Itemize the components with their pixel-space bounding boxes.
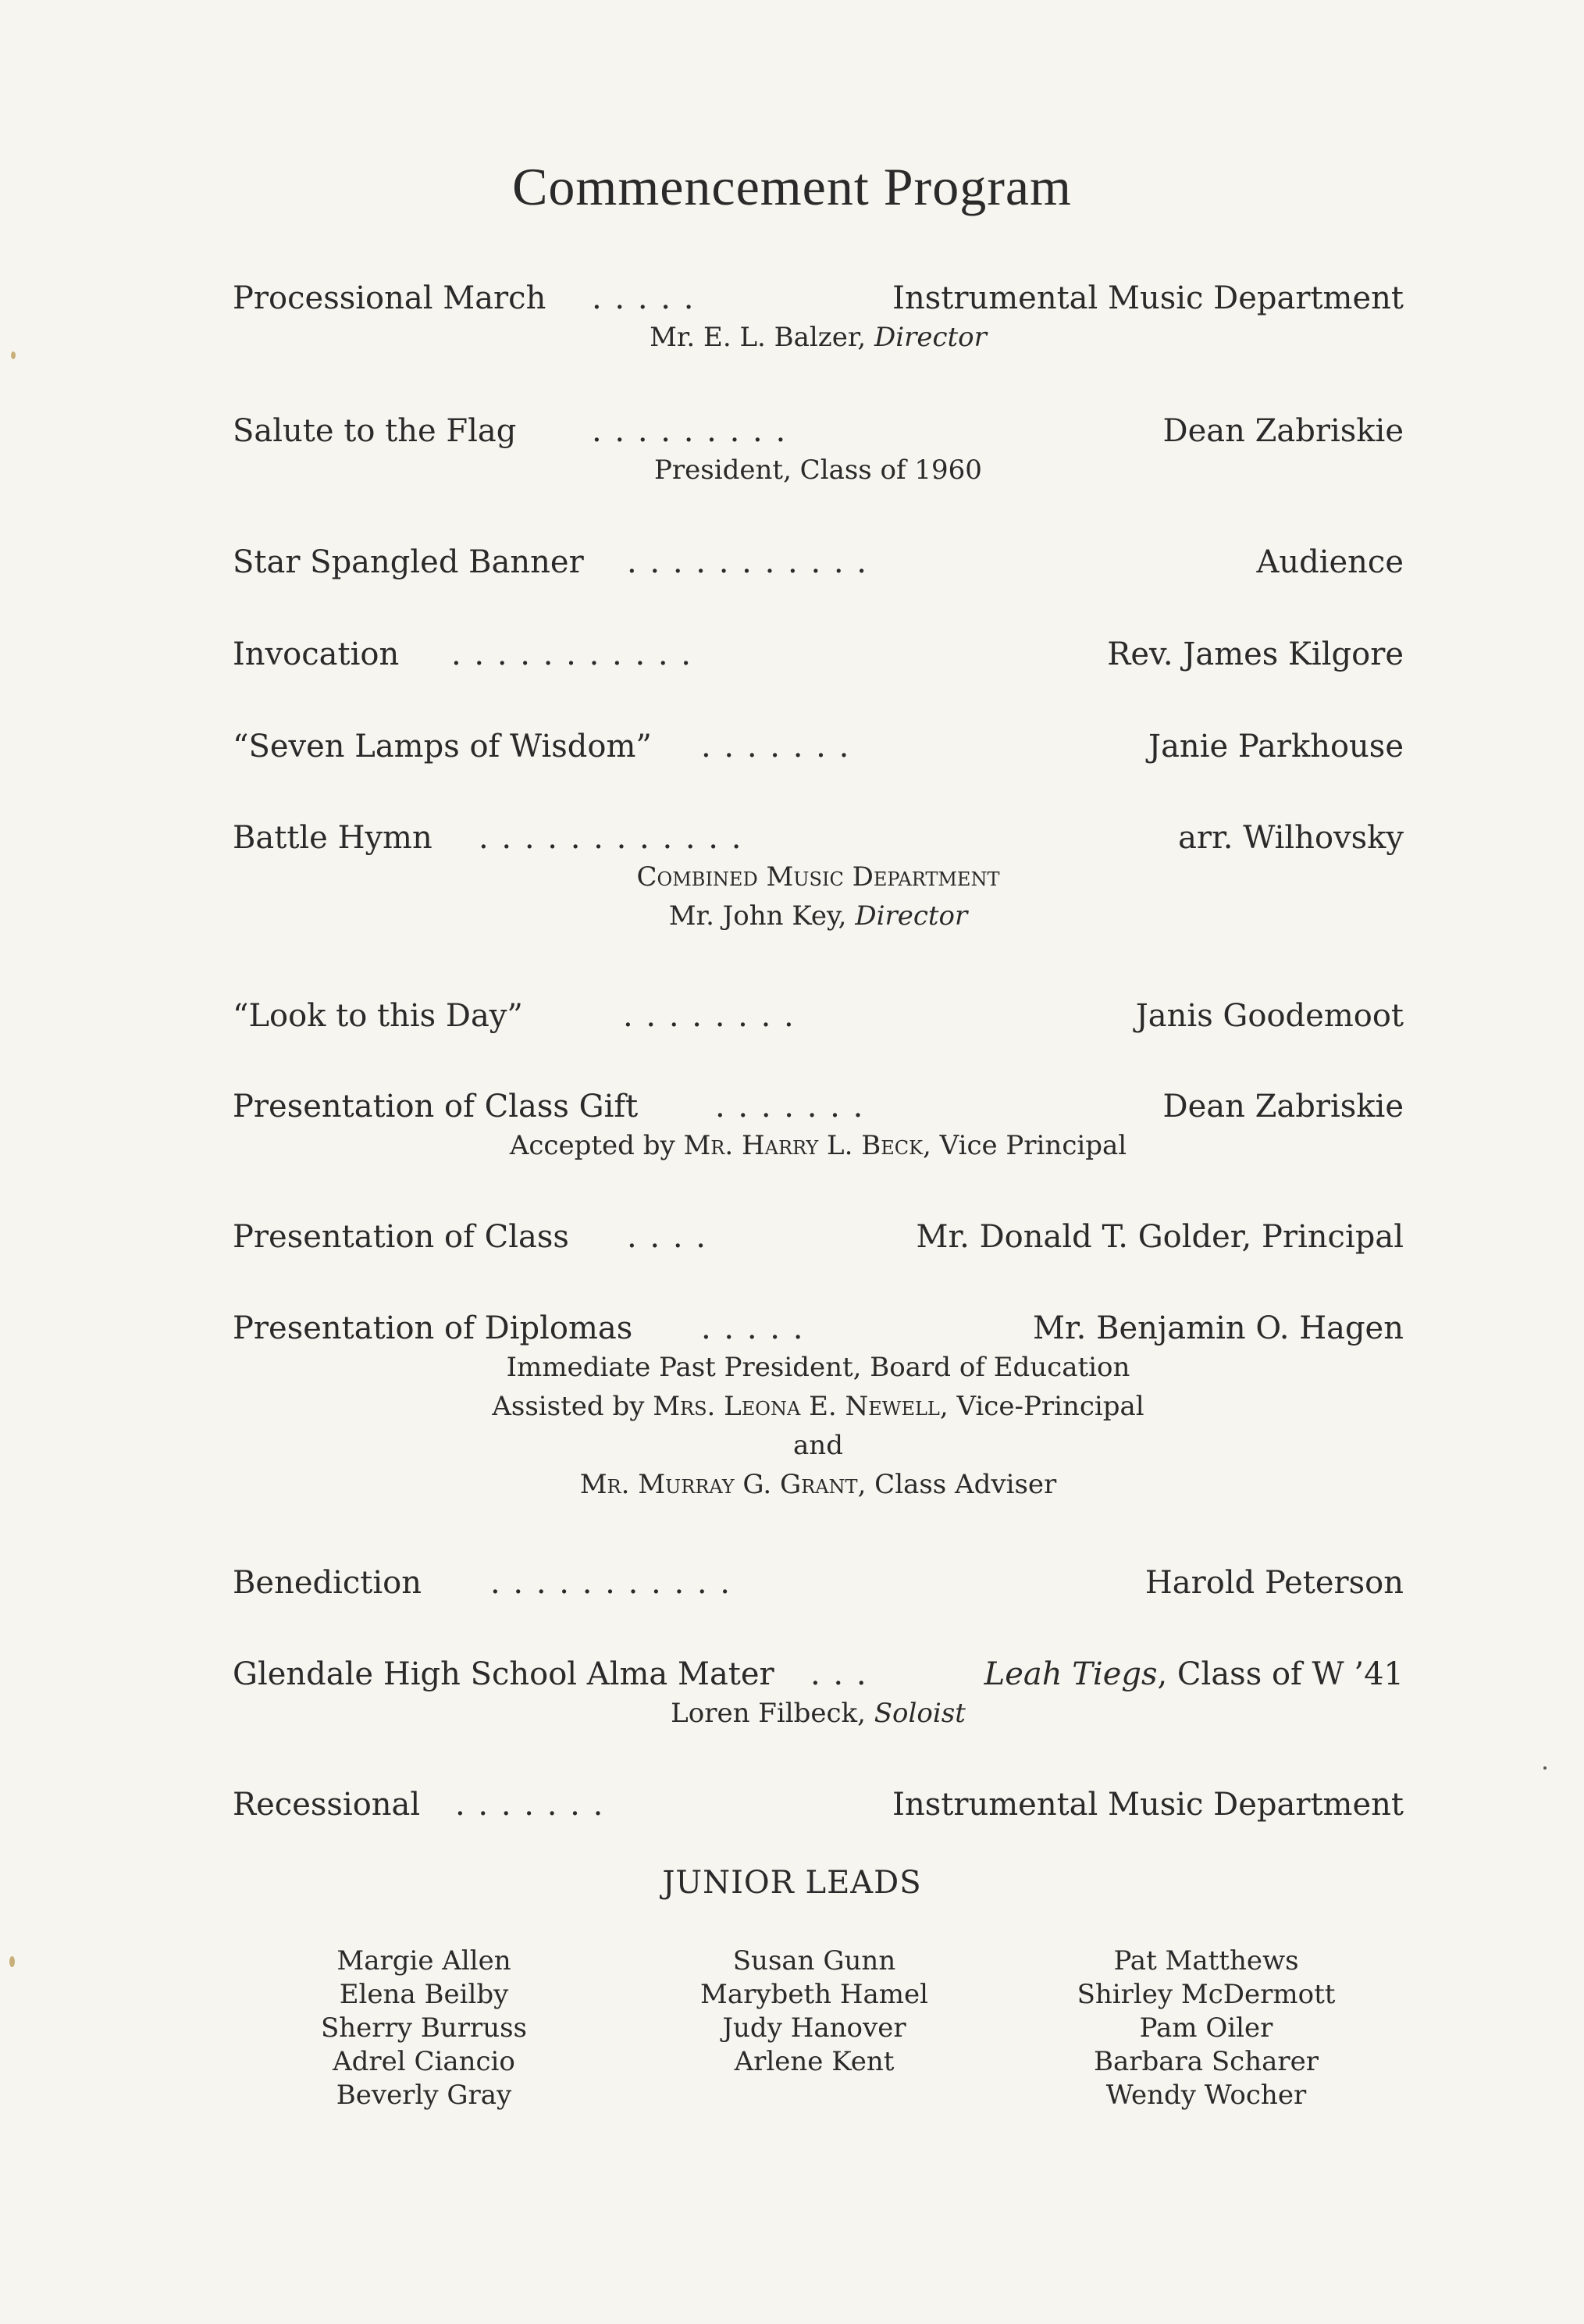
junior-leads-column xyxy=(260,1944,588,2112)
program-item xyxy=(233,277,1404,319)
text-part: Director xyxy=(874,322,987,353)
program-item-performer: Audience xyxy=(1256,544,1404,580)
text-part: Director xyxy=(855,900,968,932)
program-item-subline xyxy=(233,1426,1404,1465)
program-item-title: Recessional xyxy=(233,1787,421,1823)
text-part: Mr. Harry L. Beck xyxy=(683,1130,924,1161)
program-item-subline xyxy=(233,896,1404,936)
junior-lead-name: Beverly Gray xyxy=(336,2080,512,2111)
dot-leader: . . . . . xyxy=(592,280,696,316)
program-item-performer: Instrumental Music Department xyxy=(892,1787,1404,1823)
program-item-title: Presentation of Class Gift xyxy=(233,1089,639,1125)
program-item-title: “Look to this Day” xyxy=(233,998,523,1034)
program-item xyxy=(233,1307,1404,1349)
program-item xyxy=(233,1562,1404,1604)
program-item-title: Salute to the Flag xyxy=(233,413,517,449)
program-item-performer xyxy=(984,1653,1404,1695)
program-item-title: Processional March xyxy=(233,280,546,316)
program-item-subline xyxy=(233,857,1404,896)
dot-leader: . . . . . . . . . xyxy=(592,413,788,449)
program-item-subline xyxy=(233,1694,1404,1733)
dot-leader: . . . . . . . . . . . xyxy=(451,636,693,672)
dot-leader: . . . . . . . xyxy=(715,1089,865,1125)
text-part: Loren Filbeck, xyxy=(671,1698,874,1729)
junior-leads-column xyxy=(650,1944,978,2079)
dot-leader: . . . . . . . xyxy=(701,729,851,765)
text-part: Mr. John Key, xyxy=(668,900,856,932)
program-item-performer: Instrumental Music Department xyxy=(892,280,1404,316)
junior-lead-name: Adrel Ciancio xyxy=(333,2046,515,2077)
text-part: President, Class of 1960 xyxy=(654,454,982,486)
junior-lead-name: Pat Matthews xyxy=(1113,1945,1299,1976)
text-part: Soloist xyxy=(874,1698,966,1729)
junior-lead-name: Arlene Kent xyxy=(734,2046,895,2077)
program-item-performer: Mr. Benjamin O. Hagen xyxy=(1032,1310,1404,1346)
text-part: Mr. Murray G. Grant xyxy=(579,1469,858,1500)
program-item xyxy=(233,410,1404,452)
text-part: Mrs. Leona E. Newell xyxy=(653,1391,940,1422)
junior-lead-name: Judy Hanover xyxy=(722,2012,906,2044)
program-item-subline xyxy=(233,1465,1404,1504)
program-item xyxy=(233,1653,1404,1695)
program-item-performer: Janis Goodemoot xyxy=(1135,998,1404,1034)
program-item-title: Invocation xyxy=(233,636,400,672)
program-item-performer: arr. Wilhovsky xyxy=(1178,820,1404,856)
junior-lead-name: Wendy Wocher xyxy=(1105,2080,1307,2111)
dot-leader: . . . xyxy=(810,1656,868,1692)
junior-lead-name: Elena Beilby xyxy=(339,1979,509,2010)
program-item-performer: Dean Zabriskie xyxy=(1162,413,1404,449)
paper-speck xyxy=(1543,1766,1547,1770)
text-part: and xyxy=(793,1430,843,1461)
program-item-title: “Seven Lamps of Wisdom” xyxy=(233,729,652,765)
dot-leader: . . . . . . . . xyxy=(623,998,796,1034)
program-item-title: Glendale High School Alma Mater xyxy=(233,1656,774,1692)
junior-leads-title: JUNIOR LEADS xyxy=(662,1865,922,1901)
program-item xyxy=(233,1085,1404,1128)
text-part: , Vice-Principal xyxy=(939,1391,1144,1422)
text-part: Immediate Past President, Board of Education xyxy=(506,1352,1130,1383)
program-item xyxy=(233,1216,1404,1258)
junior-lead-name: Pam Oiler xyxy=(1139,2012,1273,2044)
dot-leader: . . . . . . . . . . . xyxy=(490,1565,732,1601)
program-item-title: Star Spangled Banner xyxy=(233,544,584,580)
program-item xyxy=(233,995,1404,1037)
junior-lead-name: Barbara Scharer xyxy=(1093,2046,1319,2077)
program-item xyxy=(233,1784,1404,1826)
text-part: , Vice Principal xyxy=(923,1130,1127,1161)
program-item-performer: Rev. James Kilgore xyxy=(1107,636,1404,672)
program-item-performer: Dean Zabriskie xyxy=(1162,1089,1404,1125)
program-item-performer: Mr. Donald T. Golder, Principal xyxy=(916,1219,1404,1255)
program-item-title: Battle Hymn xyxy=(233,820,432,856)
junior-lead-name: Shirley McDermott xyxy=(1077,1979,1336,2010)
program-item-subline xyxy=(233,1387,1404,1426)
dot-leader: . . . . . . . . . . . xyxy=(627,544,869,580)
text-part: , Class Adviser xyxy=(857,1469,1057,1500)
page-title: Commencement Program xyxy=(512,157,1072,216)
paper-speck xyxy=(9,1956,15,1967)
program-item xyxy=(233,817,1404,859)
junior-lead-name: Sherry Burruss xyxy=(320,2012,527,2044)
text-part: Combined Music Department xyxy=(636,861,1000,893)
text-part: Mr. E. L. Balzer, xyxy=(650,322,874,353)
program-item-subline xyxy=(233,1126,1404,1165)
text-part: Assisted by xyxy=(492,1391,653,1422)
dot-leader: . . . . xyxy=(627,1219,708,1255)
text-part: Leah Tiegs xyxy=(984,1656,1158,1692)
text-part: Accepted by xyxy=(509,1130,684,1161)
program-item-title: Presentation of Class xyxy=(233,1219,569,1255)
dot-leader: . . . . . . . xyxy=(455,1787,605,1823)
junior-lead-name: Marybeth Hamel xyxy=(700,1979,928,2010)
junior-lead-name: Margie Allen xyxy=(336,1945,511,1976)
program-item-subline xyxy=(233,318,1404,357)
program-item-performer: Janie Parkhouse xyxy=(1148,729,1404,765)
junior-lead-name: Susan Gunn xyxy=(732,1945,896,1976)
program-item-subline xyxy=(233,451,1404,490)
program-item-subline xyxy=(233,1348,1404,1387)
text-part: , Class of W ’41 xyxy=(1157,1656,1404,1692)
program-item xyxy=(233,725,1404,768)
program-item-title: Benediction xyxy=(233,1565,422,1601)
dot-leader: . . . . . xyxy=(701,1310,805,1346)
junior-leads-column xyxy=(1042,1944,1370,2112)
paper-speck xyxy=(11,351,16,359)
program-item xyxy=(233,541,1404,583)
dot-leader: . . . . . . . . . . . . xyxy=(479,820,743,856)
program-item xyxy=(233,633,1404,675)
program-item-title: Presentation of Diplomas xyxy=(233,1310,633,1346)
program-item-performer: Harold Peterson xyxy=(1144,1565,1404,1601)
